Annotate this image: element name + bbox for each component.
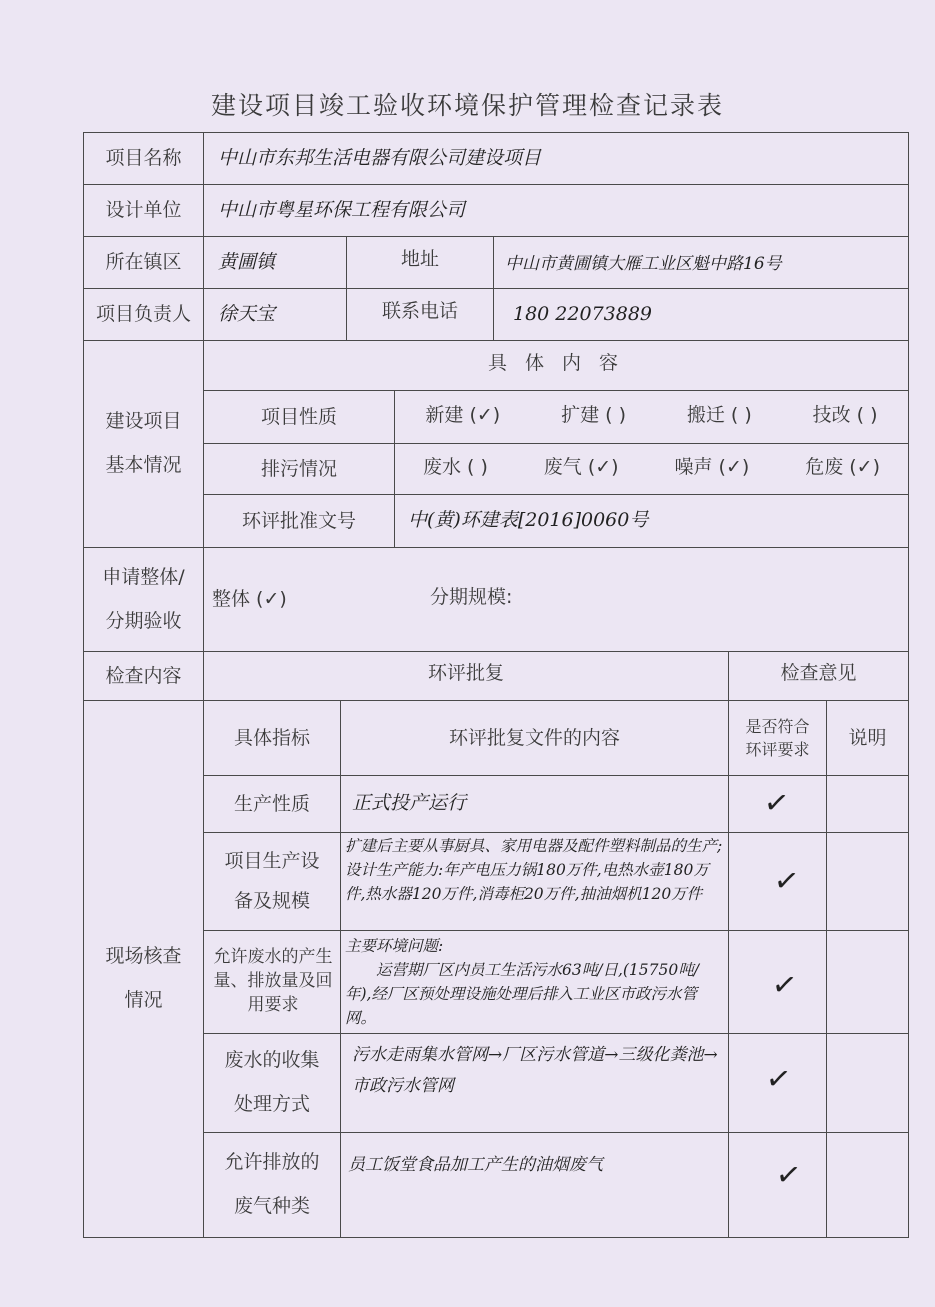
page-title: 建设项目竣工验收环境保护管理检查记录表	[210, 91, 724, 120]
content-wastewater-line1: 主要环境问题:	[345, 937, 444, 955]
content-production-scale: 扩建后主要从事厨具、家用电器及配件塑料制品的生产;设计生产能力:年产电压力锅180万件,电热水壶180万件,热水器120万件,消毒柜20万件,抽油烟机120万件	[345, 837, 723, 904]
option-hazardous: 危废 (✓)	[805, 455, 881, 478]
content-header: 具 体 内 容	[487, 352, 625, 375]
project-nature-options	[395, 391, 908, 439]
apply-whole: 整体 (✓)	[212, 588, 287, 611]
town-label: 所在镇区	[105, 251, 182, 274]
check-content-label: 检查内容	[105, 664, 182, 687]
content-wastewater-collection: 污水走雨集水管网→厂区污水管道→三级化粪池→市政污水管网	[352, 1045, 718, 1096]
apply-label	[84, 548, 203, 651]
basic-info-label-line2: 基本情况	[105, 454, 182, 476]
apply-phase-label: 分期规模:	[430, 585, 513, 608]
site-check-label-line1: 现场核查	[105, 945, 182, 968]
col-indicator-header: 具体指标	[233, 726, 310, 749]
indicator-production-scale-line1: 项目生产设	[224, 849, 320, 872]
content-production-nature: 正式投产运行	[352, 792, 467, 815]
basic-info-label	[84, 341, 203, 547]
indicator-exhaust-types-line1: 允许排放的	[224, 1151, 320, 1174]
approval-label: 环评批准文号	[241, 509, 356, 532]
content-exhaust-types: 员工饭堂食品加工产生的油烟废气	[348, 1155, 603, 1175]
indicator-wastewater-collection-line1: 废水的收集	[224, 1049, 320, 1072]
col-conform-header	[729, 701, 826, 775]
project-nature-label: 项目性质	[260, 405, 337, 428]
indicator-wastewater-collection	[204, 1034, 340, 1132]
check-mark-icon: ✓	[771, 862, 802, 901]
basic-info-label-line1: 建设项目	[105, 410, 182, 433]
address-label: 地址	[400, 248, 439, 271]
pollution-options	[395, 444, 908, 490]
col-content-header: 环评批复文件的内容	[448, 726, 620, 749]
option-expand: 扩建 ( )	[561, 403, 626, 426]
check-mark-icon: ✓	[761, 784, 792, 823]
design-unit-value: 中山市粤星环保工程有限公司	[218, 198, 466, 221]
table-rule	[83, 1237, 909, 1238]
project-name-label: 项目名称	[105, 147, 182, 170]
site-check-label-line2: 情况	[124, 989, 163, 1011]
option-relocate: 搬迁 ( )	[686, 403, 752, 426]
option-exhaust: 废气 (✓)	[543, 455, 619, 478]
address-value: 中山市黄圃镇大雁工业区魁中路16号	[505, 254, 782, 275]
site-check-label	[84, 701, 203, 1237]
content-wastewater-line2: 运营期厂区内员工生活污水63吨/日,(15750吨/年),经厂区预处理设施处理后排入工业区市政污水管网。	[345, 961, 699, 1028]
check-mark-icon: ✓	[763, 1060, 794, 1099]
manager-label: 项目负责人	[95, 303, 191, 326]
indicator-exhaust-types	[204, 1133, 340, 1237]
indicator-production-scale	[204, 833, 340, 930]
col-conform-line1: 是否符合	[745, 716, 810, 736]
phone-label: 联系电话	[381, 300, 458, 323]
table-rule	[493, 236, 494, 340]
col-conform-line2: 环评要求	[745, 740, 810, 759]
option-new: 新建 (✓)	[425, 403, 501, 426]
opinion-header: 检查意见	[780, 662, 857, 685]
project-name-value: 中山市东邦生活电器有限公司建设项目	[218, 146, 542, 169]
approval-value: 中(黄)环建表[2016]0060号	[408, 509, 649, 532]
phone-value: 180 22073889	[513, 302, 653, 325]
indicator-exhaust-types-line2: 废气种类	[233, 1195, 310, 1217]
option-upgrade: 技改 ( )	[812, 403, 878, 426]
table-rule	[340, 700, 341, 1237]
content-wastewater-allowance	[345, 934, 725, 1031]
design-unit-label: 设计单位	[105, 199, 182, 222]
town-value: 黄圃镇	[218, 250, 276, 273]
table-rule	[826, 700, 827, 1237]
table-rule	[908, 132, 909, 1238]
indicator-production-scale-line2: 备及规模	[233, 889, 310, 912]
indicator-wastewater-collection-line2: 处理方式	[233, 1093, 310, 1115]
indicator-production-nature: 生产性质	[233, 792, 310, 815]
col-note-header: 说明	[848, 726, 887, 749]
indicator-wastewater-allowance: 允许废水的产生量、排放量及回用要求	[213, 947, 333, 1015]
reply-header: 环评批复	[427, 662, 504, 685]
apply-label-line2: 分期验收	[105, 609, 182, 632]
manager-value: 徐天宝	[218, 302, 276, 325]
check-mark-icon: ✓	[769, 966, 800, 1005]
pollution-label: 排污情况	[260, 457, 337, 480]
apply-label-line1: 申请整体/	[102, 565, 185, 588]
option-noise: 噪声 (✓)	[674, 455, 750, 478]
option-wastewater: 废水 ( )	[422, 455, 488, 478]
check-mark-icon: ✓	[773, 1156, 804, 1195]
